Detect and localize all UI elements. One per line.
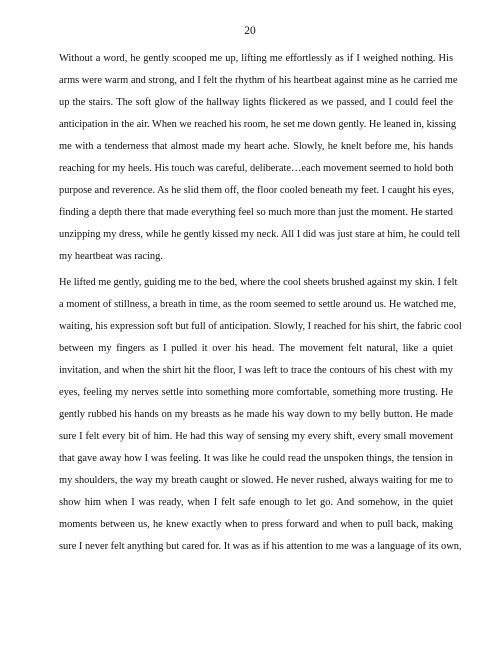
text-line: purpose and reverence. As he slid them off, the floor cooled beneath my feet. I caught his eyes, xyxy=(59,185,454,196)
text-line: anticipation in the air. When we reached his room, he set me down gently. He leaned in, kissing xyxy=(59,119,457,130)
text-line: sure I never felt anything but cared for. It was as if his attention to me was a language of its own, xyxy=(59,541,462,552)
text-line: my heartbeat was racing. xyxy=(59,251,163,262)
text-line: Without a word, he gently scooped me up, lifting me effortlessly as if I weighed nothing. His xyxy=(59,53,453,64)
text-line: eyes, feeling my nerves settle into something more comfortable, something more trusting. He xyxy=(59,387,453,398)
text-line: finding a depth there that made everything feel so much more than just the moment. He started xyxy=(59,207,453,218)
text-line: that gave away how I was feeling. It was like he could read the unspoken things, the tension in xyxy=(59,453,453,464)
text-line: a moment of stillness, a breath in time, as the room seemed to settle around us. He watched me, xyxy=(59,299,457,310)
text-line: gently rubbed his hands on my breasts as he made his way down to my belly button. He made xyxy=(59,409,453,420)
text-line: between my fingers as I pulled it over his head. The movement felt natural, like a quiet xyxy=(59,343,453,354)
text-line: reaching for my heels. His touch was careful, deliberate…each movement seemed to hold both xyxy=(59,163,454,174)
text-line: invitation, and when the shirt hit the floor, I was left to trace the contours of his chest with my xyxy=(59,365,453,376)
text-line: sure I felt every bit of him. He had this way of sensing my every shift, every small movement xyxy=(59,431,453,442)
paragraph-2 xyxy=(59,272,462,558)
text-line: arms were warm and strong, and I felt the rhythm of his heartbeat against mine as he carried me xyxy=(59,75,458,86)
text-line: show him when I was ready, when I felt safe enough to let go. And somehow, in the quiet xyxy=(59,497,453,508)
text-line: me with a tenderness that almost made my heart ache. Slowly, he knelt before me, his hands xyxy=(59,141,453,152)
text-line: moments between us, he knew exactly when to press forward and when to pull back, making xyxy=(59,519,453,530)
paragraph-1 xyxy=(59,48,461,268)
body-text xyxy=(59,48,462,558)
text-line: He lifted me gently, guiding me to the bed, where the cool sheets brushed against my skin. I felt xyxy=(59,277,458,288)
text-line: waiting, his expression soft but full of anticipation. Slowly, I reached for his shirt, the fabric cool xyxy=(59,321,462,332)
text-line: up the stairs. The soft glow of the hallway lights flickered as we passed, and I could feel the xyxy=(59,97,453,108)
text-line: my shoulders, the way my breath caught or slowed. He never rushed, always waiting for me to xyxy=(59,475,453,486)
page-number: 20 xyxy=(244,25,256,37)
text-line: unzipping my dress, while he gently kissed my neck. All I did was just stare at him, he could tell xyxy=(59,229,461,240)
